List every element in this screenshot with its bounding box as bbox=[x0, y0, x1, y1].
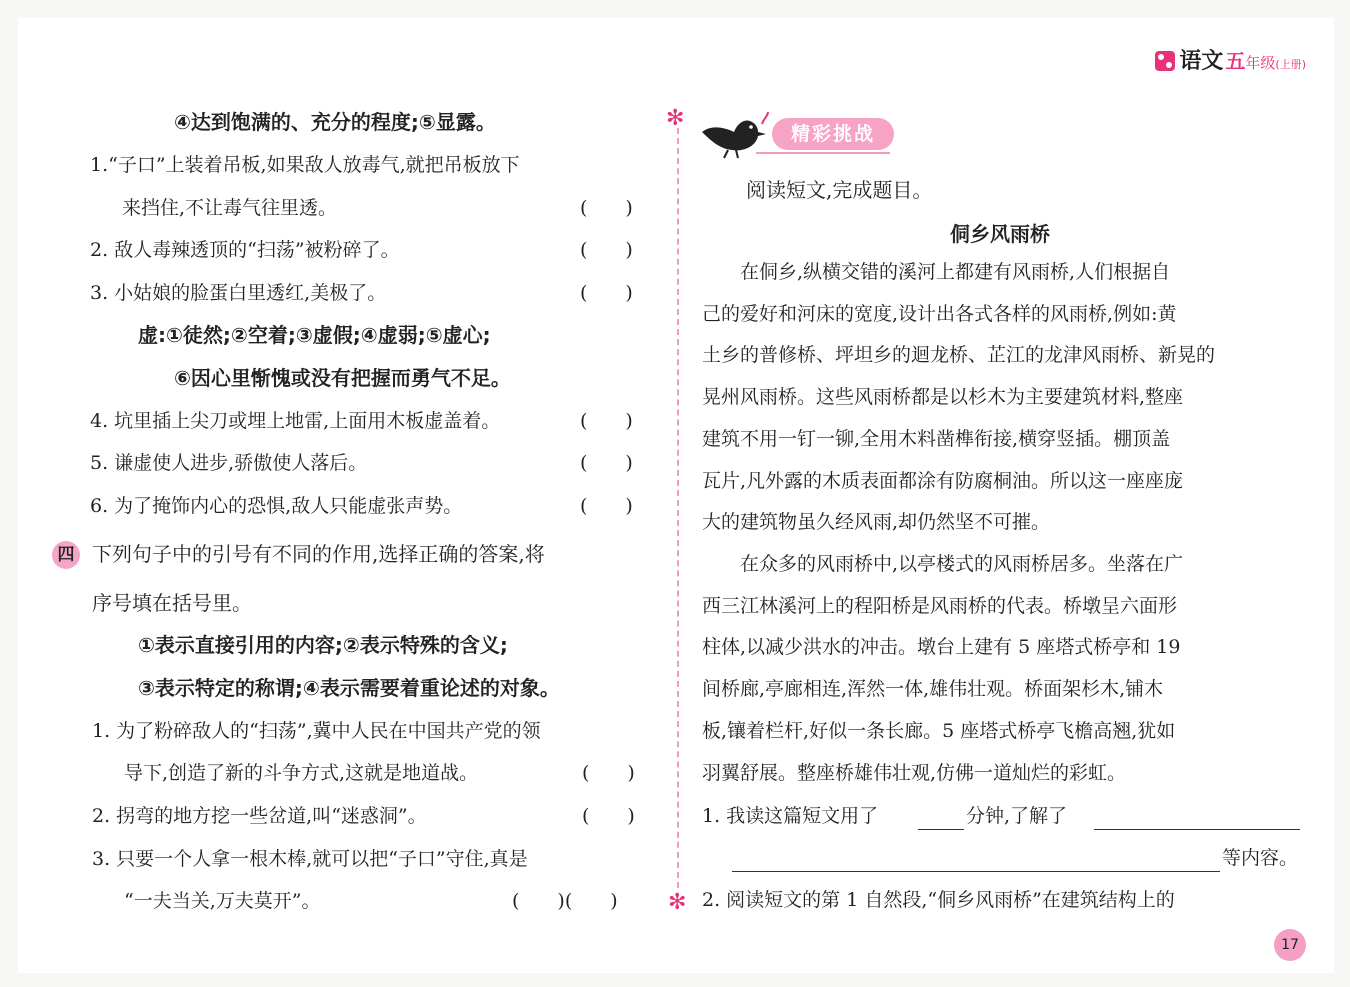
quote-item-1-answer[interactable]: ( ) bbox=[582, 762, 635, 784]
tou-item-2: 2. 敌人毒辣透顶的“扫荡”被粉碎了。 bbox=[90, 239, 400, 261]
page-number: 17 bbox=[1274, 929, 1306, 961]
xu-meanings-line-1: 虚:①徒然;②空着;③虚假;④虚弱;⑤虚心; bbox=[138, 323, 491, 347]
paragraph-line: 晃州风雨桥。这些风雨桥都是以杉木为主要建筑材料,整座 bbox=[702, 386, 1184, 409]
xu-item-6: 6. 为了掩饰内心的恐惧,敌人只能虚张声势。 bbox=[90, 495, 463, 517]
quote-item-2-answer[interactable]: ( ) bbox=[582, 805, 635, 827]
paragraph-line: 羽翼舒展。整座桥雄伟壮观,仿佛一道灿烂的彩虹。 bbox=[702, 761, 1127, 784]
header-volume: (上册) bbox=[1275, 58, 1306, 71]
star-icon: ✻ bbox=[668, 890, 687, 915]
tou-meanings-line: ④达到饱满的、充分的程度;⑤显露。 bbox=[174, 110, 496, 134]
question-1-part-2: 分钟,了解了 bbox=[966, 805, 1068, 827]
header-subject: 语文 bbox=[1179, 49, 1224, 74]
paragraph-line: 在侗乡,纵横交错的溪河上都建有风雨桥,人们根据自 bbox=[702, 261, 1171, 283]
paragraph-line: 在众多的风雨桥中,以亭楼式的风雨桥居多。坐落在广 bbox=[702, 553, 1184, 575]
quote-item-1-line2: 导下,创造了新的斗争方式,这就是地道战。 bbox=[124, 762, 479, 784]
paragraph-line: 大的建筑物虽久经风雨,却仍然坚不可摧。 bbox=[702, 511, 1051, 534]
tou-item-3: 3. 小姑娘的脸蛋白里透红,美极了。 bbox=[90, 282, 387, 304]
minutes-answer-blank[interactable] bbox=[918, 829, 964, 830]
xu-item-5: 5. 谦虚使人进步,骄傲使人落后。 bbox=[90, 452, 368, 474]
quote-item-1-line1: 1. 为了粉碎敌人的“扫荡”,冀中人民在中国共产党的领 bbox=[92, 720, 541, 742]
book-logo-icon bbox=[1155, 51, 1175, 71]
tou-item-1-answer[interactable]: ( ) bbox=[580, 197, 633, 219]
paragraph-line: 板,镶着栏杆,好似一条长廊。5 座塔式桥亭飞檐高翘,犹如 bbox=[702, 719, 1176, 742]
paragraph-line: 间桥廊,亭廊相连,浑然一体,雄伟壮观。桥面架杉木,铺木 bbox=[702, 678, 1164, 701]
question-1-part-1: 1. 我读这篇短文用了 bbox=[702, 805, 879, 827]
quote-item-3-line2: “一夫当关,万夫莫开”。 bbox=[124, 890, 321, 912]
xu-item-4: 4. 坑里插上尖刀或埋上地雷,上面用木板虚盖着。 bbox=[90, 410, 501, 432]
quote-options-line-1: ①表示直接引用的内容;②表示特殊的含义; bbox=[138, 633, 508, 657]
header-grade: 五 bbox=[1225, 49, 1246, 73]
question-2: 2. 阅读短文的第 1 自然段,“侗乡风雨桥”在建筑结构上的 bbox=[702, 889, 1175, 911]
content-answer-blank-1[interactable] bbox=[1094, 829, 1300, 830]
paragraph-line: 建筑不用一钉一铆,全用木料凿榫衔接,横穿竖插。棚顶盖 bbox=[702, 427, 1171, 450]
paragraph-line: 西三江林溪河上的程阳桥是风雨桥的代表。桥墩呈六面形 bbox=[702, 594, 1178, 617]
tou-item-2-answer[interactable]: ( ) bbox=[580, 239, 633, 261]
star-icon: ✻ bbox=[666, 106, 685, 131]
section4-instruction-2: 序号填在括号里。 bbox=[92, 591, 252, 615]
quote-item-3-answers[interactable]: ( )( ) bbox=[512, 890, 618, 912]
reading-instruction: 阅读短文,完成题目。 bbox=[746, 178, 933, 202]
article-paragraph-1 bbox=[702, 252, 1300, 544]
paragraph-line: 土乡的普修桥、坪坦乡的迴龙桥、芷江的龙津风雨桥、新晃的 bbox=[702, 344, 1216, 367]
header-level: 年级 bbox=[1245, 54, 1276, 72]
challenge-banner: 精彩挑战 bbox=[772, 118, 894, 150]
xu-item-5-answer[interactable]: ( ) bbox=[580, 452, 633, 474]
paragraph-line: 柱体,以减少洪水的冲击。墩台上建有 5 座塔式桥亭和 19 bbox=[702, 636, 1181, 659]
article-paragraph-2 bbox=[702, 544, 1300, 794]
article-title: 侗乡风雨桥 bbox=[950, 222, 1050, 246]
xu-meanings-line-2: ⑥因心里惭愧或没有把握而勇气不足。 bbox=[174, 366, 511, 390]
quote-item-2: 2. 拐弯的地方挖一些岔道,叫“迷惑洞”。 bbox=[92, 805, 427, 827]
tou-item-1-line1: 1.“子口”上装着吊板,如果敌人放毒气,就把吊板放下 bbox=[90, 154, 520, 176]
tou-item-3-answer[interactable]: ( ) bbox=[580, 282, 633, 304]
page-header bbox=[1155, 44, 1306, 75]
paragraph-line: 己的爱好和河床的宽度,设计出各式各样的风雨桥,例如:黄 bbox=[702, 302, 1177, 325]
quote-item-3-line1: 3. 只要一个人拿一根木棒,就可以把“子口”守住,真是 bbox=[92, 848, 528, 870]
quote-options-line-2: ③表示特定的称谓;④表示需要着重论述的对象。 bbox=[138, 676, 560, 700]
section-number-badge: 四 bbox=[52, 541, 80, 569]
content-answer-blank-2[interactable] bbox=[732, 871, 1220, 872]
tou-item-1-line2: 来挡住,不让毒气往里透。 bbox=[122, 197, 338, 219]
column-divider bbox=[677, 128, 679, 888]
question-1-end: 等内容。 bbox=[1222, 847, 1299, 869]
xu-item-6-answer[interactable]: ( ) bbox=[580, 495, 633, 517]
paragraph-line: 瓦片,凡外露的木质表面都涂有防腐桐油。所以这一座座庞 bbox=[702, 469, 1184, 492]
xu-item-4-answer[interactable]: ( ) bbox=[580, 410, 633, 432]
section4-instruction-1: 下列句子中的引号有不同的作用,选择正确的答案,将 bbox=[92, 542, 545, 566]
banner-underline bbox=[756, 152, 890, 154]
